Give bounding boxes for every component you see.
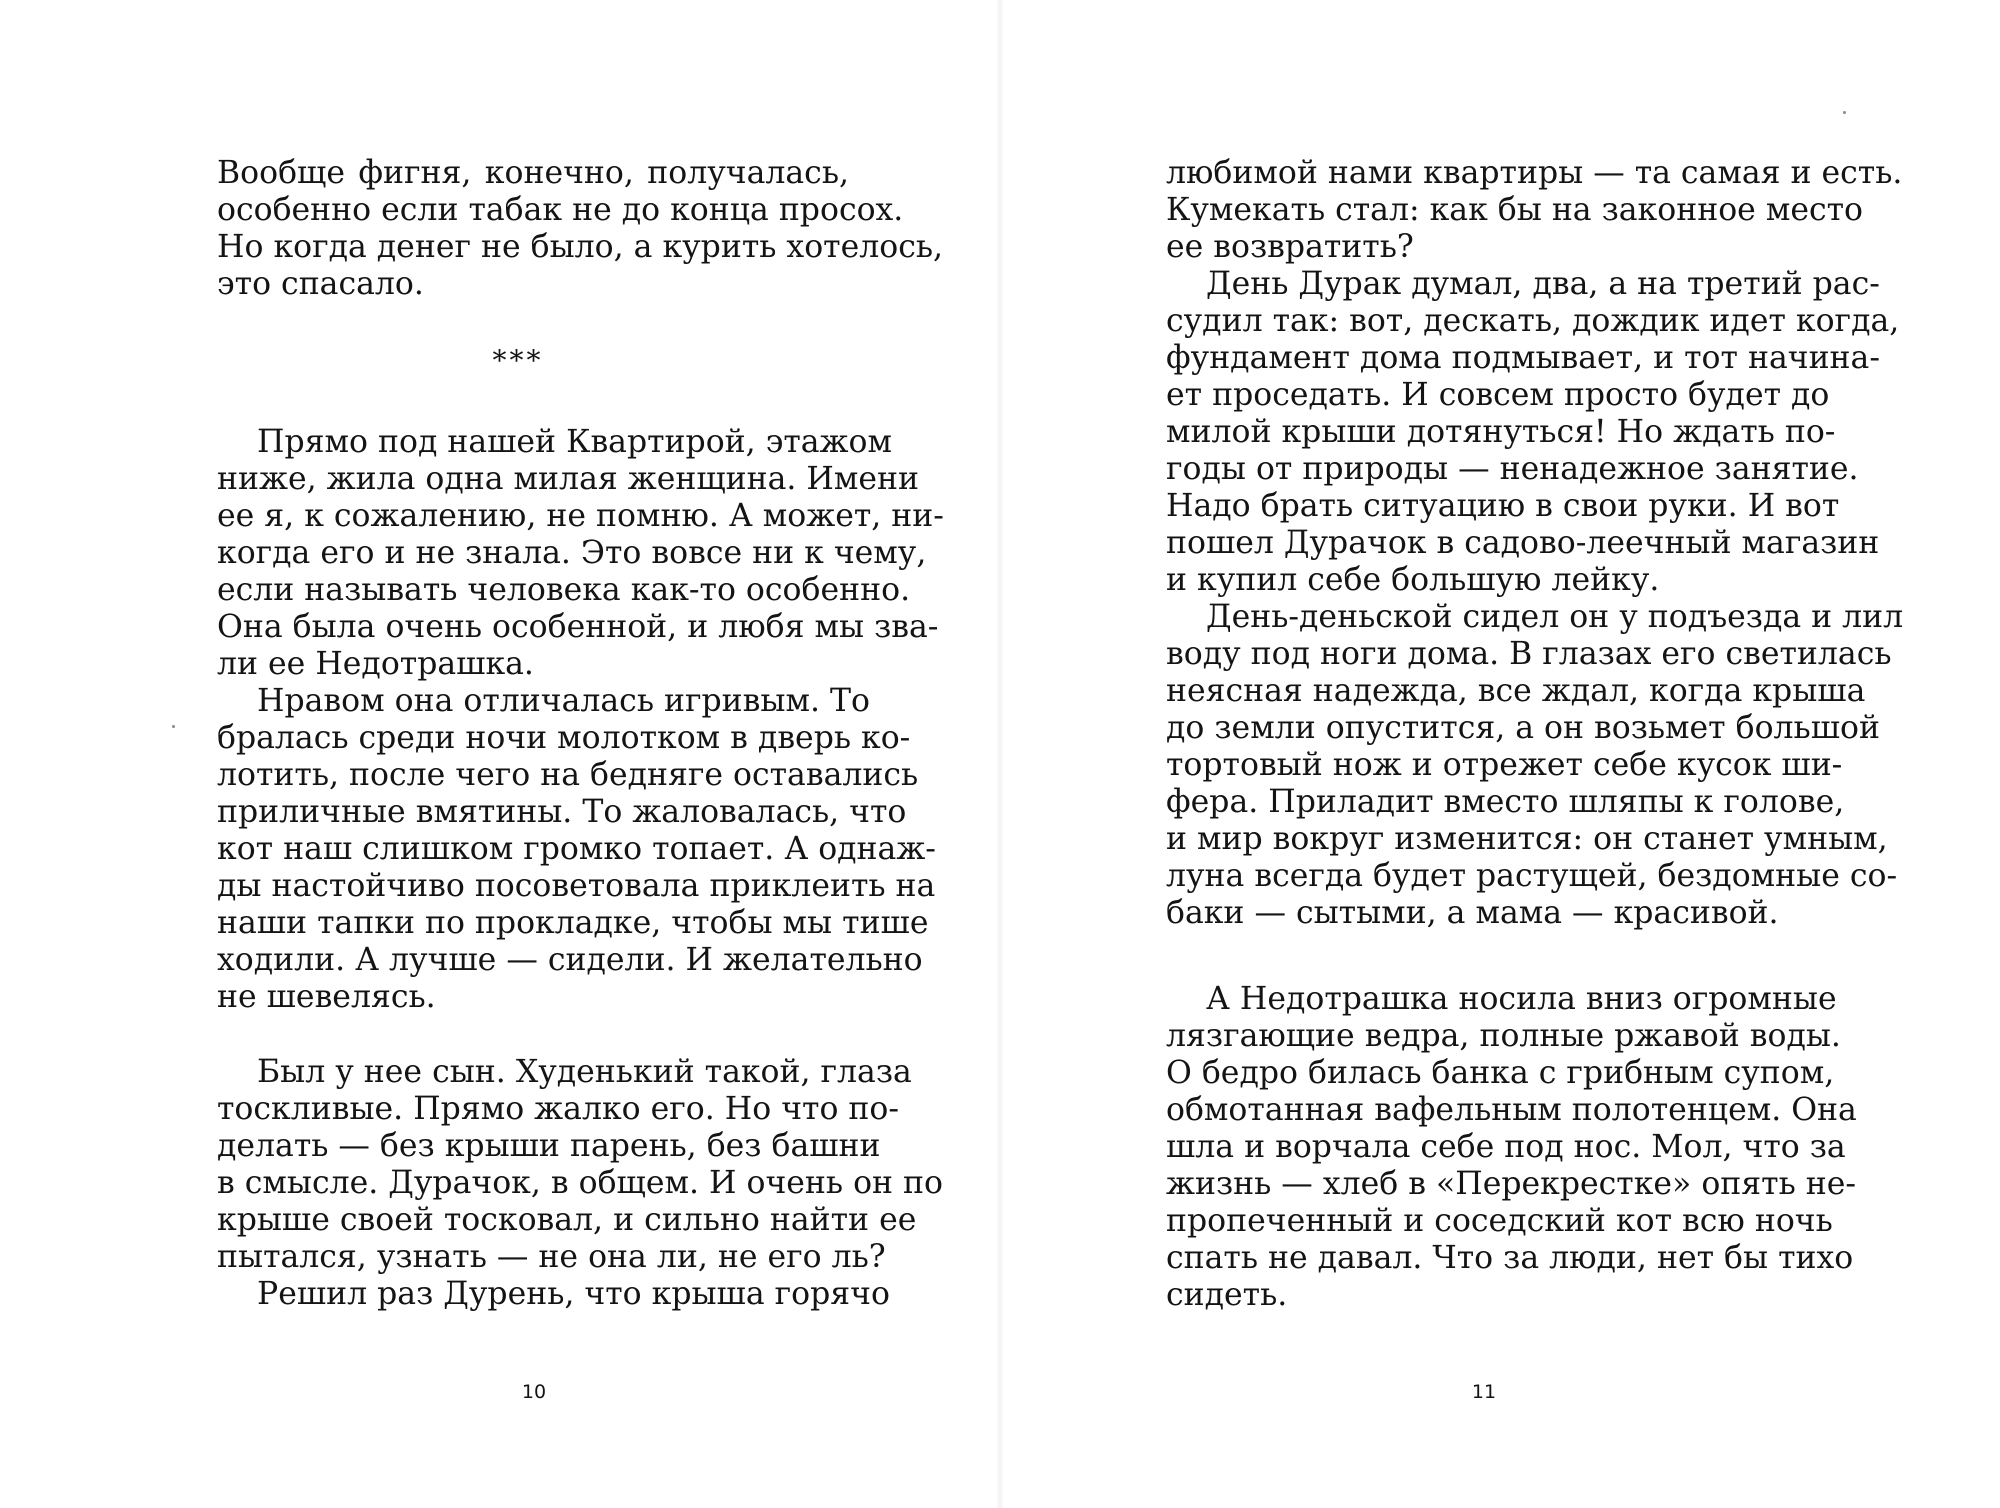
- text-line: обмотанная вафельным полотенцем. Она: [1166, 1092, 1857, 1128]
- text-line: сидеть.: [1166, 1277, 1288, 1313]
- text-line: пошел Дурачок в садово-леечный магазин: [1166, 525, 1880, 561]
- text-line: бралась среди ночи молотком в дверь ко-: [217, 720, 911, 756]
- text-line: Был у нее сын. Худенький такой, глаза: [257, 1054, 912, 1090]
- text-line: Решил раз Дурень, что крыша горячо: [257, 1276, 890, 1312]
- text-line: День-деньской сидел он у подъезда и лил: [1206, 599, 1904, 635]
- text-line: фера. Приладит вместо шляпы к голове,: [1166, 784, 1845, 820]
- text-line: неясная надежда, все ждал, когда крыша: [1166, 673, 1866, 709]
- text-line: ходили. А лучше — сидели. И желательно: [217, 942, 923, 978]
- text-line: до земли опустится, а он возьмет большой: [1166, 710, 1880, 746]
- text-line: Вообще фигня, конечно, получалась,: [217, 155, 849, 191]
- page-number: 11: [1471, 1381, 1497, 1403]
- text-line: луна всегда будет растущей, бездомные со-: [1166, 858, 1898, 894]
- text-line: Но когда денег не было, а курить хотелось,: [217, 229, 944, 265]
- text-line: наши тапки по прокладке, чтобы мы тише: [217, 905, 929, 941]
- text-line: Она была очень особенной, и любя мы зва-: [217, 609, 939, 645]
- text-line: годы от природы — ненадежное занятие.: [1166, 451, 1859, 487]
- text-line: приличные вмятины. То жаловалась, что: [217, 794, 907, 830]
- text-line: Нравом она отличалась игривым. То: [257, 683, 870, 719]
- right-page: [1000, 0, 2000, 1508]
- text-line: когда его и не знала. Это вовсе ни к чему,: [217, 535, 927, 571]
- text-line: крыше своей тосковал, и сильно найти ее: [217, 1202, 917, 1238]
- text-line: воду под ноги дома. В глазах его светилась: [1166, 636, 1892, 672]
- text-line: особенно если табак не до конца просох.: [217, 192, 904, 228]
- text-line: кот наш слишком громко топает. А однаж-: [217, 831, 936, 867]
- text-line: это спасало.: [217, 266, 424, 302]
- text-line: ет проседать. И совсем просто будет до: [1166, 377, 1830, 413]
- text-line: тоскливые. Прямо жалко его. Но что по-: [217, 1091, 900, 1127]
- text-line: День Дурак думал, два, а на третий рас-: [1206, 266, 1880, 302]
- text-line: пытался, узнать — не она ли, не его ль?: [217, 1239, 886, 1275]
- text-line: ниже, жила одна милая женщина. Имени: [217, 461, 920, 497]
- text-line: любимой нами квартиры — та самая и есть.: [1166, 155, 1903, 191]
- text-line: Прямо под нашей Квартирой, этажом: [257, 424, 892, 460]
- text-line: А Недотрашка носила вниз огромные: [1206, 981, 1837, 1017]
- text-line: Кумекать стал: как бы на законное место: [1166, 192, 1863, 228]
- page-number: 10: [521, 1381, 547, 1403]
- text-line: делать — без крыши парень, без башни: [217, 1128, 881, 1164]
- text-line: баки — сытыми, а мама — красивой.: [1166, 895, 1779, 931]
- text-line: Надо брать ситуацию в свои руки. И вот: [1166, 488, 1840, 524]
- text-line: ее возвратить?: [1166, 229, 1414, 265]
- text-line: если называть человека как-то особенно.: [217, 572, 911, 608]
- text-line: фундамент дома подмывает, и тот начина-: [1166, 340, 1880, 376]
- text-line: и мир вокруг изменится: он станет умным,: [1166, 821, 1888, 857]
- text-line: ды настойчиво посоветовала приклеить на: [217, 868, 936, 904]
- text-line: милой крыши дотянуться! Но ждать по-: [1166, 414, 1836, 450]
- text-line: ее я, к сожалению, не помню. А может, ни-: [217, 498, 944, 534]
- text-line: пропеченный и соседский кот всю ночь: [1166, 1203, 1833, 1239]
- text-line: жизнь — хлеб в «Перекрестке» опять не-: [1166, 1166, 1857, 1202]
- text-line: лотить, после чего на бедняге оставались: [217, 757, 919, 793]
- text-line: лязгающие ведра, полные ржавой воды.: [1166, 1018, 1841, 1054]
- text-line: судил так: вот, дескать, дождик идет когда,: [1166, 303, 1900, 339]
- text-line: не шевелясь.: [217, 979, 436, 1015]
- text-line: и купил себе большую лейку.: [1166, 562, 1660, 598]
- section-separator: ***: [492, 344, 544, 377]
- text-line: ли ее Недотрашка.: [217, 646, 534, 682]
- text-line: шла и ворчала себе под нос. Мол, что за: [1166, 1129, 1846, 1165]
- text-line: О бедро билась банка с грибным супом,: [1166, 1055, 1835, 1091]
- text-line: в смысле. Дурачок, в общем. И очень он по: [217, 1165, 944, 1201]
- text-line: спать не давал. Что за люди, нет бы тихо: [1166, 1240, 1854, 1276]
- text-line: тортовый нож и отрежет себе кусок ши-: [1166, 747, 1843, 783]
